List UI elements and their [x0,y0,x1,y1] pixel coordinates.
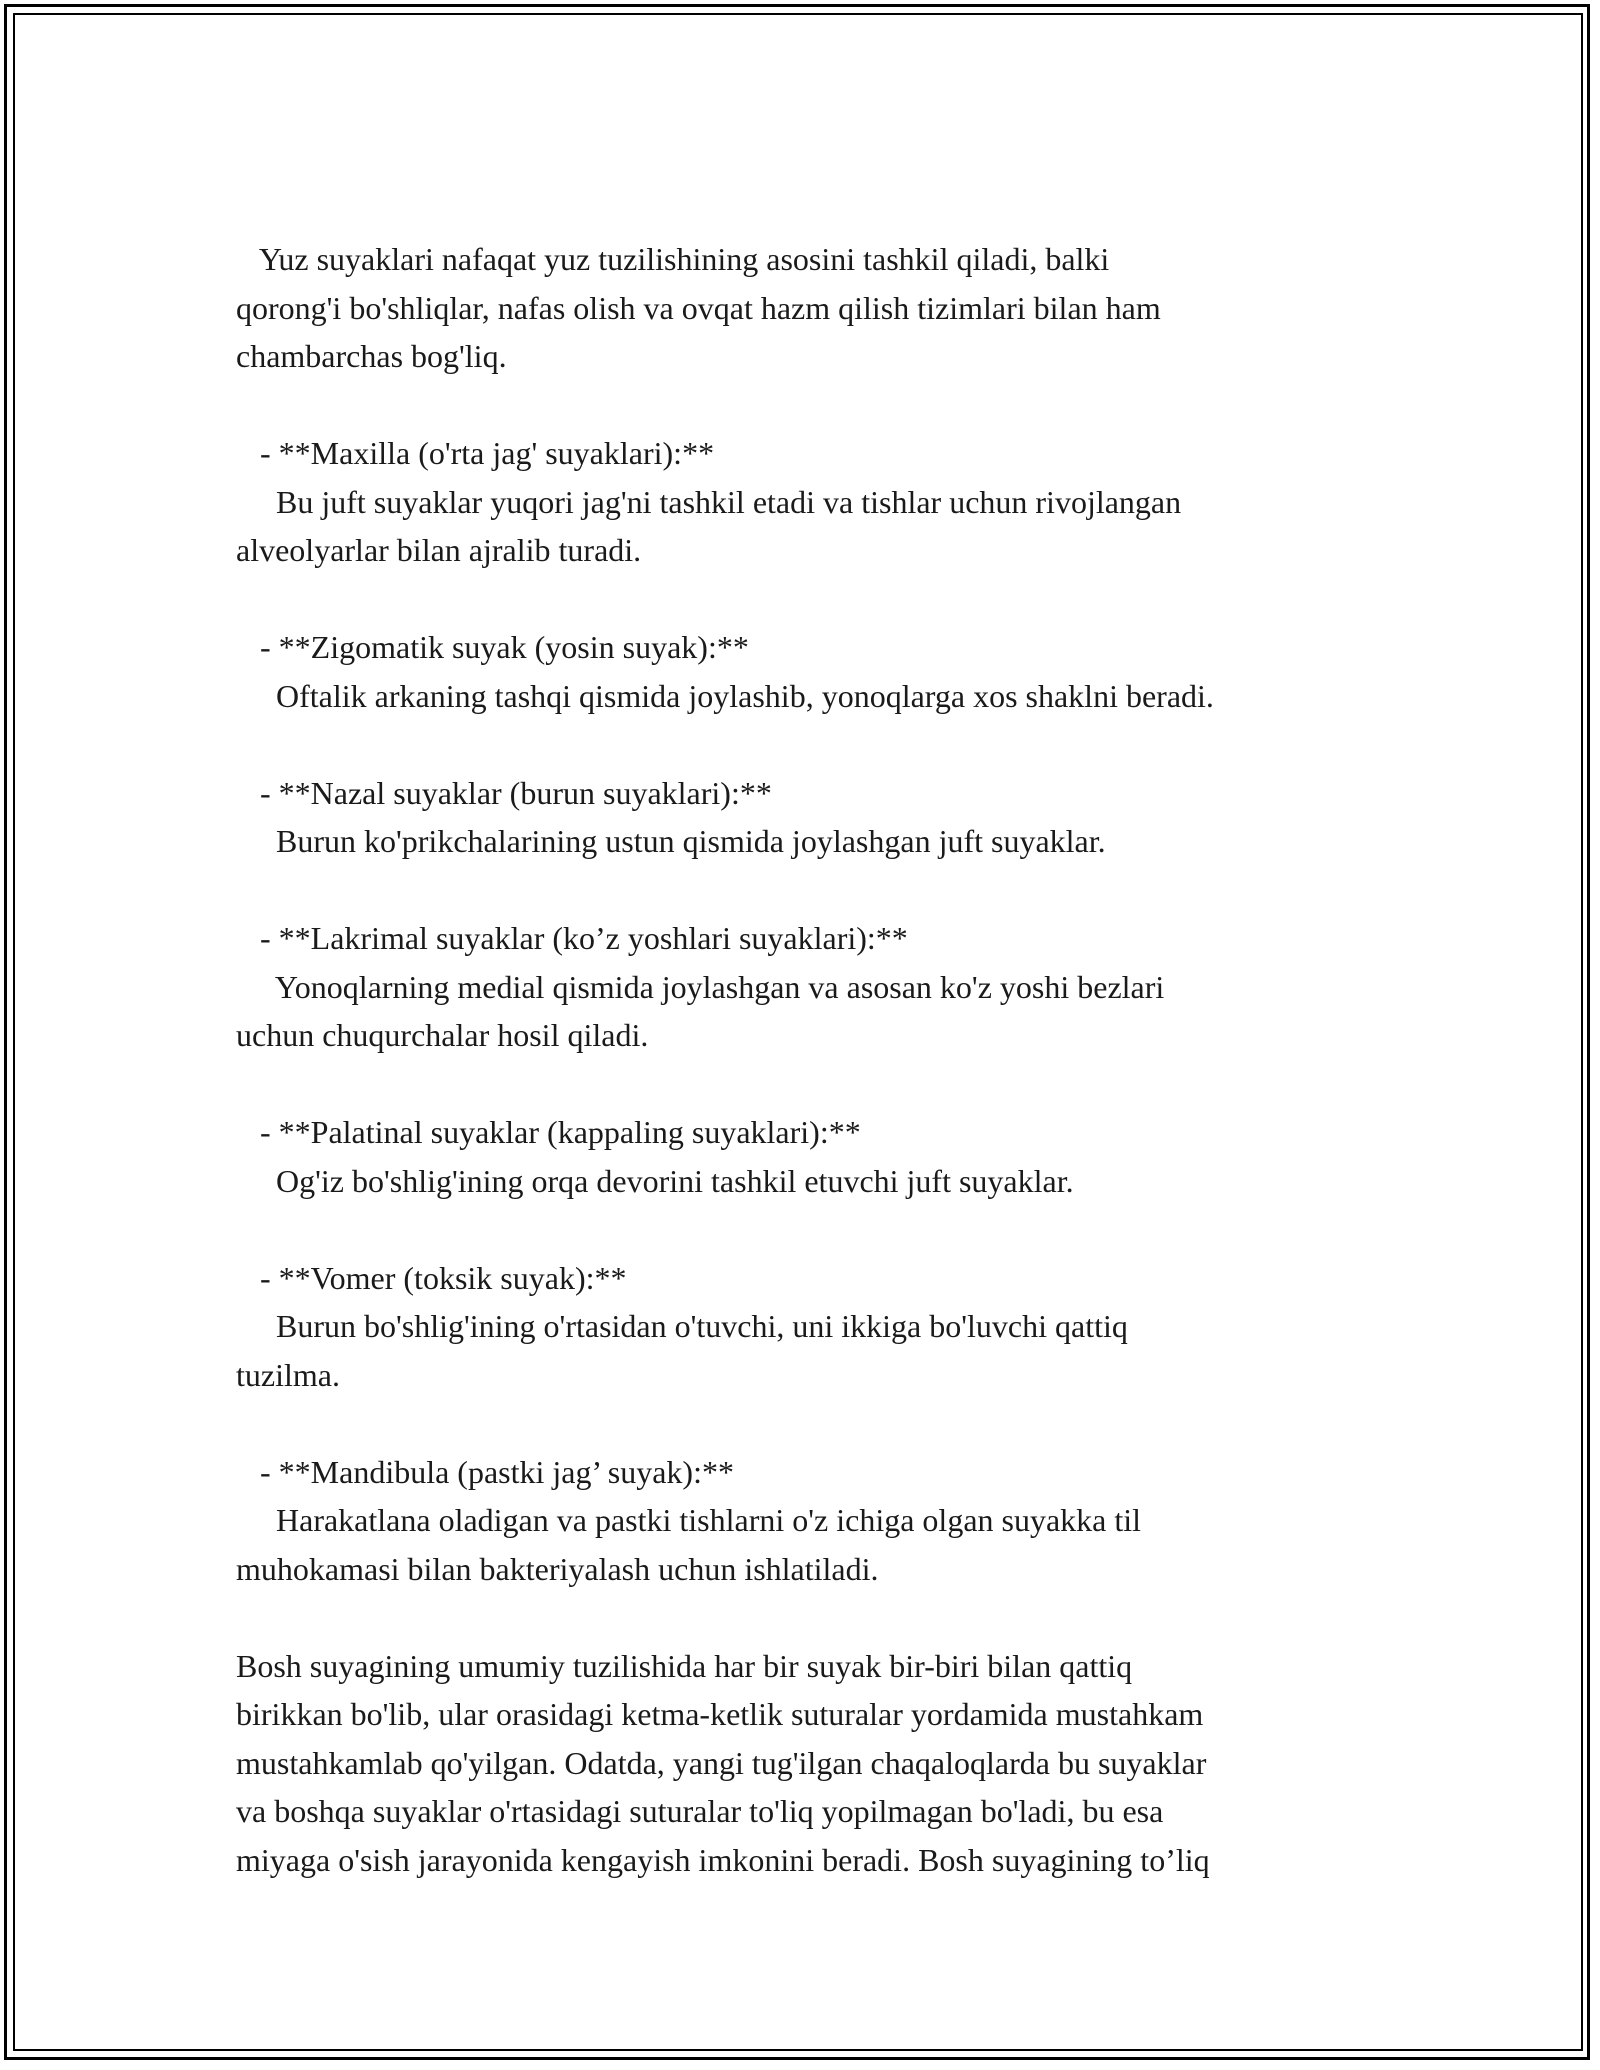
paragraph-spacer [236,575,1386,624]
paragraph [236,235,1386,381]
paragraph-spacer [236,1399,1386,1448]
list-item [236,769,1386,866]
paragraph-spacer [236,1060,1386,1109]
text-line: Bosh suyagining umumiy tuzilishida har bir suyak bir-biri bilan qattiq [236,1647,1133,1684]
list-item [236,429,1386,575]
paragraph-spacer [236,866,1386,915]
list-item-heading: - **Lakrimal suyaklar (ko’z yoshlari suyaklari):** [236,920,908,956]
list-item-heading: - **Palatinal suyaklar (kappaling suyaklari):** [236,1114,861,1150]
text-line: birikkan bo'lib, ular orasidagi ketma-ketlik suturalar yordamida mustahkam [236,1696,1204,1732]
list-item [236,623,1386,720]
text-line: Harakatlana oladigan va pastki tishlarni o'z ichiga olgan suyakka til [236,1502,1142,1538]
text-line: Yuz suyaklari nafaqat yuz tuzilishining asosini tashkil qiladi, balki [236,241,1110,277]
text-line: Og'iz bo'shlig'ining orqa devorini tashkil etuvchi juft suyaklar. [236,1162,1074,1199]
text-line: mustahkamlab qo'yilgan. Odatda, yangi tug'ilgan chaqaloqlarda bu suyaklar [236,1744,1207,1781]
list-item-heading: - **Maxilla (o'rta jag' suyaklari):** [236,435,715,471]
list-item-heading: - **Nazal suyaklar (burun suyaklari):** [236,774,772,811]
text-line: Oftalik arkaning tashqi qismida joylashib, yonoqlarga xos shaklni beradi. [236,677,1214,714]
list-item-heading: - **Mandibula (pastki jag’ suyak):** [236,1453,734,1490]
text-line: Burun ko'prikchalarining ustun qismida joylashgan juft suyaklar. [236,823,1106,859]
list-item [236,1448,1386,1594]
paragraph-spacer [236,381,1386,430]
text-line: Burun bo'shlig'ining o'rtasidan o'tuvchi, uni ikkiga bo'luvchi qattiq [236,1308,1128,1344]
text-line: Bu juft suyaklar yuqori jag'ni tashkil etadi va tishlar uchun rivojlangan [236,483,1182,520]
list-item-heading: - **Vomer (toksik suyak):** [236,1259,627,1296]
text-line: tuzilma. [236,1356,340,1393]
text-line: alveolyarlar bilan ajralib turadi. [236,532,642,568]
text-line: muhokamasi bilan bakteriyalash uchun ishlatiladi. [236,1550,879,1587]
text-line: qorong'i bo'shliqlar, nafas olish va ovqat hazm qilish tizimlari bilan ham [236,289,1161,326]
text-line: miyaga o'sish jarayonida kengayish imkonini beradi. Bosh suyagining to’liq [236,1841,1210,1878]
list-item-heading: - **Zigomatik suyak (yosin suyak):** [236,629,749,665]
paragraph-spacer [236,1205,1386,1254]
document-body [236,235,1386,1884]
paragraph [236,1642,1386,1885]
list-item [236,1108,1386,1205]
paragraph-spacer [236,720,1386,769]
list-item [236,914,1386,1060]
text-line: va boshqa suyaklar o'rtasidagi suturalar to'liq yopilmagan bo'ladi, bu esa [236,1793,1164,1829]
paragraph-spacer [236,1593,1386,1642]
list-item [236,1254,1386,1400]
text-line: Yonoqlarning medial qismida joylashgan va asosan ko'z yoshi bezlari [236,968,1165,1005]
text-line: chambarchas bog'liq. [236,338,507,374]
text-line: uchun chuqurchalar hosil qiladi. [236,1017,649,1053]
